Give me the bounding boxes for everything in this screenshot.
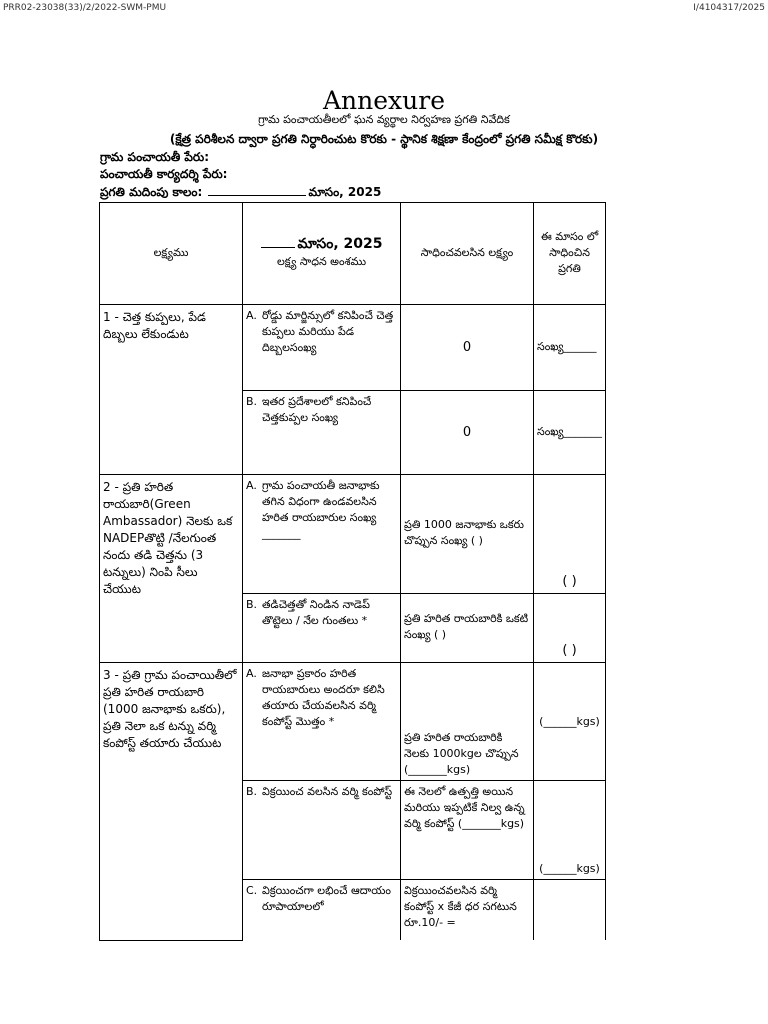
item-text: గ్రామ పంచాయతీ జనాభాకు తగిన విధంగా ఉండవలసిన హరిత రాయబారుల సంఖ్య _______ xyxy=(262,479,380,540)
target-cell: 0 xyxy=(401,305,534,391)
period-label: ప్రగతి మదింపు కాలం: xyxy=(100,185,203,199)
doc-ref-left: PRR02-23038(33)/2/2022-SWM-PMU xyxy=(3,3,167,13)
report-purpose: (క్షేత్ర పరిశీలన ద్వారా ప్రగతి నిర్ధారించుట కొరకు - స్థానిక శిక్షణా కేంద్రంలో ప్రగతి సమీక్ష కొరకు) xyxy=(169,132,599,146)
item-cell xyxy=(243,475,401,594)
item-letter: A. xyxy=(246,667,257,680)
target-cell: 0 xyxy=(401,391,534,475)
doc-ref-right: I/4104317/2025 xyxy=(693,3,765,13)
item-letter: C. xyxy=(246,884,258,897)
item-letter: B. xyxy=(246,598,258,611)
month-label: మాసం, 2025 xyxy=(297,236,383,252)
table-row xyxy=(100,475,606,594)
item-letter: B. xyxy=(246,395,258,408)
progress-cell: (______kgs) xyxy=(534,781,606,880)
progress-cell: సంఖ్య_______ xyxy=(534,391,606,475)
objective-cell: 2 - ప్రతి హరిత రాయబారి(Green Ambassador) నెలకు ఒక NADEPతొట్టి /నేలగుంత నందు తడి చెత్తను (3 టన్నులు) నింపి సీలు చేయుట xyxy=(100,475,243,663)
progress-cell: సంఖ్య______ xyxy=(534,305,606,391)
progress-cell: (______kgs) xyxy=(534,663,606,781)
secretary-name-field: పంచాయతీ కార్యదర్శి పేరు: xyxy=(100,167,228,181)
target-cell: ప్రతి 1000 జనాభాకు ఒకరు చొప్పున సంఖ్య ( ) xyxy=(401,475,534,594)
item-letter: A. xyxy=(246,309,257,322)
table-row xyxy=(100,663,606,781)
table-row xyxy=(100,305,606,391)
target-cell: విక్రయించవలసిన వర్మి కంపోస్ట్ x కేజీ ధర సగటున రూ.10/- = xyxy=(401,880,534,941)
progress-cell xyxy=(534,880,606,941)
item-cell xyxy=(243,594,401,663)
progress-cell: ( ) xyxy=(534,594,606,663)
page-title: Annexure xyxy=(323,86,445,115)
progress-table xyxy=(99,202,606,941)
item-subheader: లక్ష్య సాధన అంశము xyxy=(276,255,367,268)
item-text: విక్రయించగా లభించే ఆదాయం రూపాయాలలో xyxy=(262,884,391,913)
item-letter: B. xyxy=(246,785,258,798)
item-text: విక్రయించ వలసిన వర్మి కంపోస్ట్ xyxy=(262,785,393,798)
item-cell xyxy=(243,880,401,941)
col-item-header xyxy=(243,203,401,305)
period-field xyxy=(100,184,381,202)
item-text: రోడ్డు మార్జిన్సులో కనిపించే చెత్త కుప్పలు మరియు పేడ దిబ్బలసంఖ్య xyxy=(262,309,394,354)
gp-name-field: గ్రామ పంచాయతీ పేరు: xyxy=(100,150,209,164)
item-cell xyxy=(243,391,401,475)
target-cell: ఈ నెలలో ఉత్పత్తి అయిన మరియు ఇప్పటికే నిల్వ ఉన్న వర్మి కంపోస్ట్ (_______kgs) xyxy=(401,781,534,880)
objective-cell: 1 - చెత్త కుప్పలు, పేడ దిబ్బలు లేకుండుట xyxy=(100,305,243,475)
item-text: తడిచెత్తతో నిండిన నాడెప్ తొట్టెలు / నేల గుంతలు * xyxy=(262,598,370,627)
item-cell xyxy=(243,781,401,880)
month-blank xyxy=(261,236,295,248)
col-progress-header: ఈ మాసం లో సాధించిన ప్రగతి xyxy=(534,203,606,305)
item-cell xyxy=(243,663,401,781)
period-suffix: మాసం, 2025 xyxy=(308,185,382,199)
item-text: జనాభా ప్రకారం హరిత రాయబారులు అందరూ కలిసి తయారు చేయవలసిన వర్మి కంపోస్ట్ మొత్తం * xyxy=(262,667,385,728)
target-cell: ప్రతి హరిత రాయబారికి నెలకు 1000kgల చొప్పున (_______kgs) xyxy=(401,663,534,781)
report-subtitle: గ్రామ పంచాయతీలలో ఘన వ్యర్థాల నిర్వహణ ప్రగతి నివేదిక xyxy=(258,113,510,126)
item-cell xyxy=(243,305,401,391)
item-letter: A. xyxy=(246,479,257,492)
item-text: ఇతర ప్రదేశాలలో కనిపించే చెత్తకుప్పల సంఖ్య xyxy=(262,395,372,424)
objective-cell: 3 - ప్రతి గ్రామ పంచాయితీలో ప్రతి హరిత రాయబారి (1000 జనాభాకు ఒకరు), ప్రతి నెలా ఒక టన్ను వర్మి కంపోస్ట్ తయారు చేయుట xyxy=(100,663,243,941)
col-target-header: సాధించవలసిన లక్ష్యం xyxy=(401,203,534,305)
period-blank xyxy=(208,184,306,196)
progress-cell: ( ) xyxy=(534,475,606,594)
col-objective-header: లక్ష్యము xyxy=(100,203,243,305)
target-cell: ప్రతి హరిత రాయబారికి ఒకటి సంఖ్య ( ) xyxy=(401,594,534,663)
table-header-row xyxy=(100,203,606,305)
